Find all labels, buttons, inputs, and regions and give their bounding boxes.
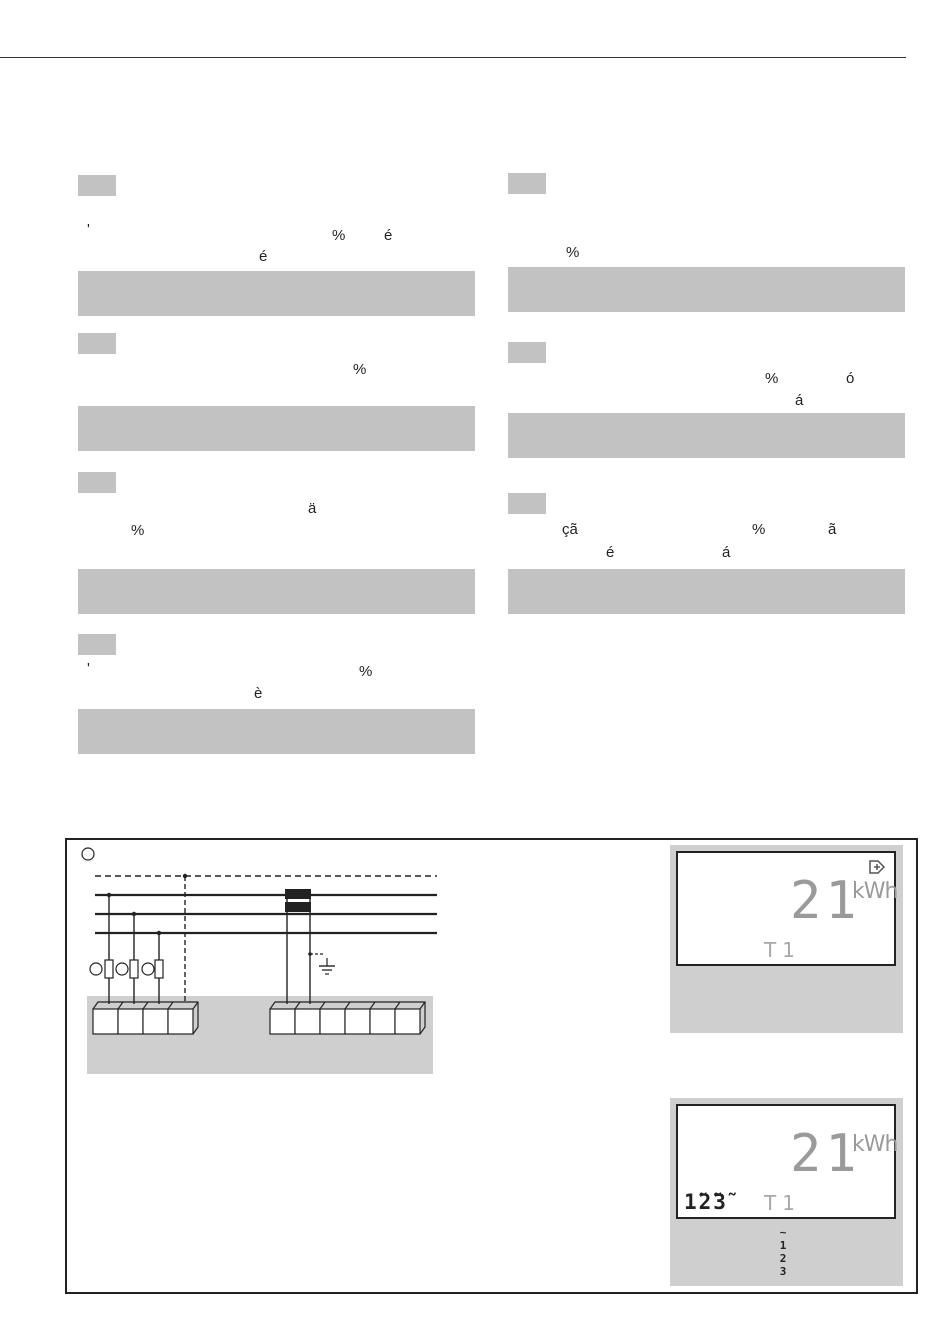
- lcd-phase-indicator: 1̃2̃3̃: [684, 1190, 728, 1214]
- text-fragment: á: [722, 544, 731, 561]
- section-tag: [78, 472, 116, 493]
- highlight-box: [508, 267, 905, 312]
- text-fragment: %: [353, 361, 367, 378]
- lcd-digits: 21: [790, 1124, 861, 1184]
- highlight-box: [508, 413, 905, 458]
- lcd-tariff: T1: [764, 938, 801, 962]
- text-fragment: é: [384, 227, 393, 244]
- highlight-box: [78, 406, 475, 451]
- text-fragment: é: [259, 248, 268, 265]
- text-fragment: ä: [308, 500, 317, 517]
- text-fragment: é: [606, 544, 615, 561]
- phase-legend-item: 3: [779, 1265, 787, 1278]
- text-fragment: ã: [828, 521, 837, 538]
- lcd-tariff: T1: [764, 1191, 801, 1215]
- highlight-box: [78, 569, 475, 614]
- energy-direction-icon: [868, 859, 886, 875]
- text-fragment: %: [131, 522, 145, 539]
- section-tag: [508, 342, 546, 363]
- phase-legend-item: 2: [779, 1252, 787, 1265]
- text-fragment: %: [332, 227, 346, 244]
- section-tag: [508, 493, 546, 514]
- lcd-unit: kWh: [852, 879, 898, 904]
- text-fragment: è: [254, 685, 263, 702]
- text-fragment: %: [752, 521, 766, 538]
- section-tag: [78, 634, 116, 655]
- text-fragment: ': [87, 660, 90, 677]
- lcd-display-top: [676, 851, 896, 966]
- text-fragment: ó: [846, 370, 855, 387]
- lcd-unit: kWh: [852, 1132, 898, 1157]
- text-fragment: %: [765, 370, 779, 387]
- section-tag: [78, 175, 116, 196]
- lcd-digits: 21: [790, 871, 861, 931]
- phase-legend-item: 1: [779, 1239, 787, 1252]
- text-fragment: çã: [562, 521, 578, 538]
- section-tag: [78, 333, 116, 354]
- text-fragment: ': [87, 221, 90, 238]
- highlight-box: [508, 569, 905, 614]
- text-fragment: %: [566, 244, 580, 261]
- highlight-box: [78, 709, 475, 754]
- lcd-display-bottom: [676, 1104, 896, 1219]
- text-fragment: %: [359, 663, 373, 680]
- header-rule: [0, 57, 906, 58]
- text-fragment: á: [795, 392, 804, 409]
- phase-legend: [777, 1226, 789, 1278]
- highlight-box: [78, 271, 475, 316]
- section-tag: [508, 173, 546, 194]
- phase-legend-item: ~: [779, 1226, 787, 1239]
